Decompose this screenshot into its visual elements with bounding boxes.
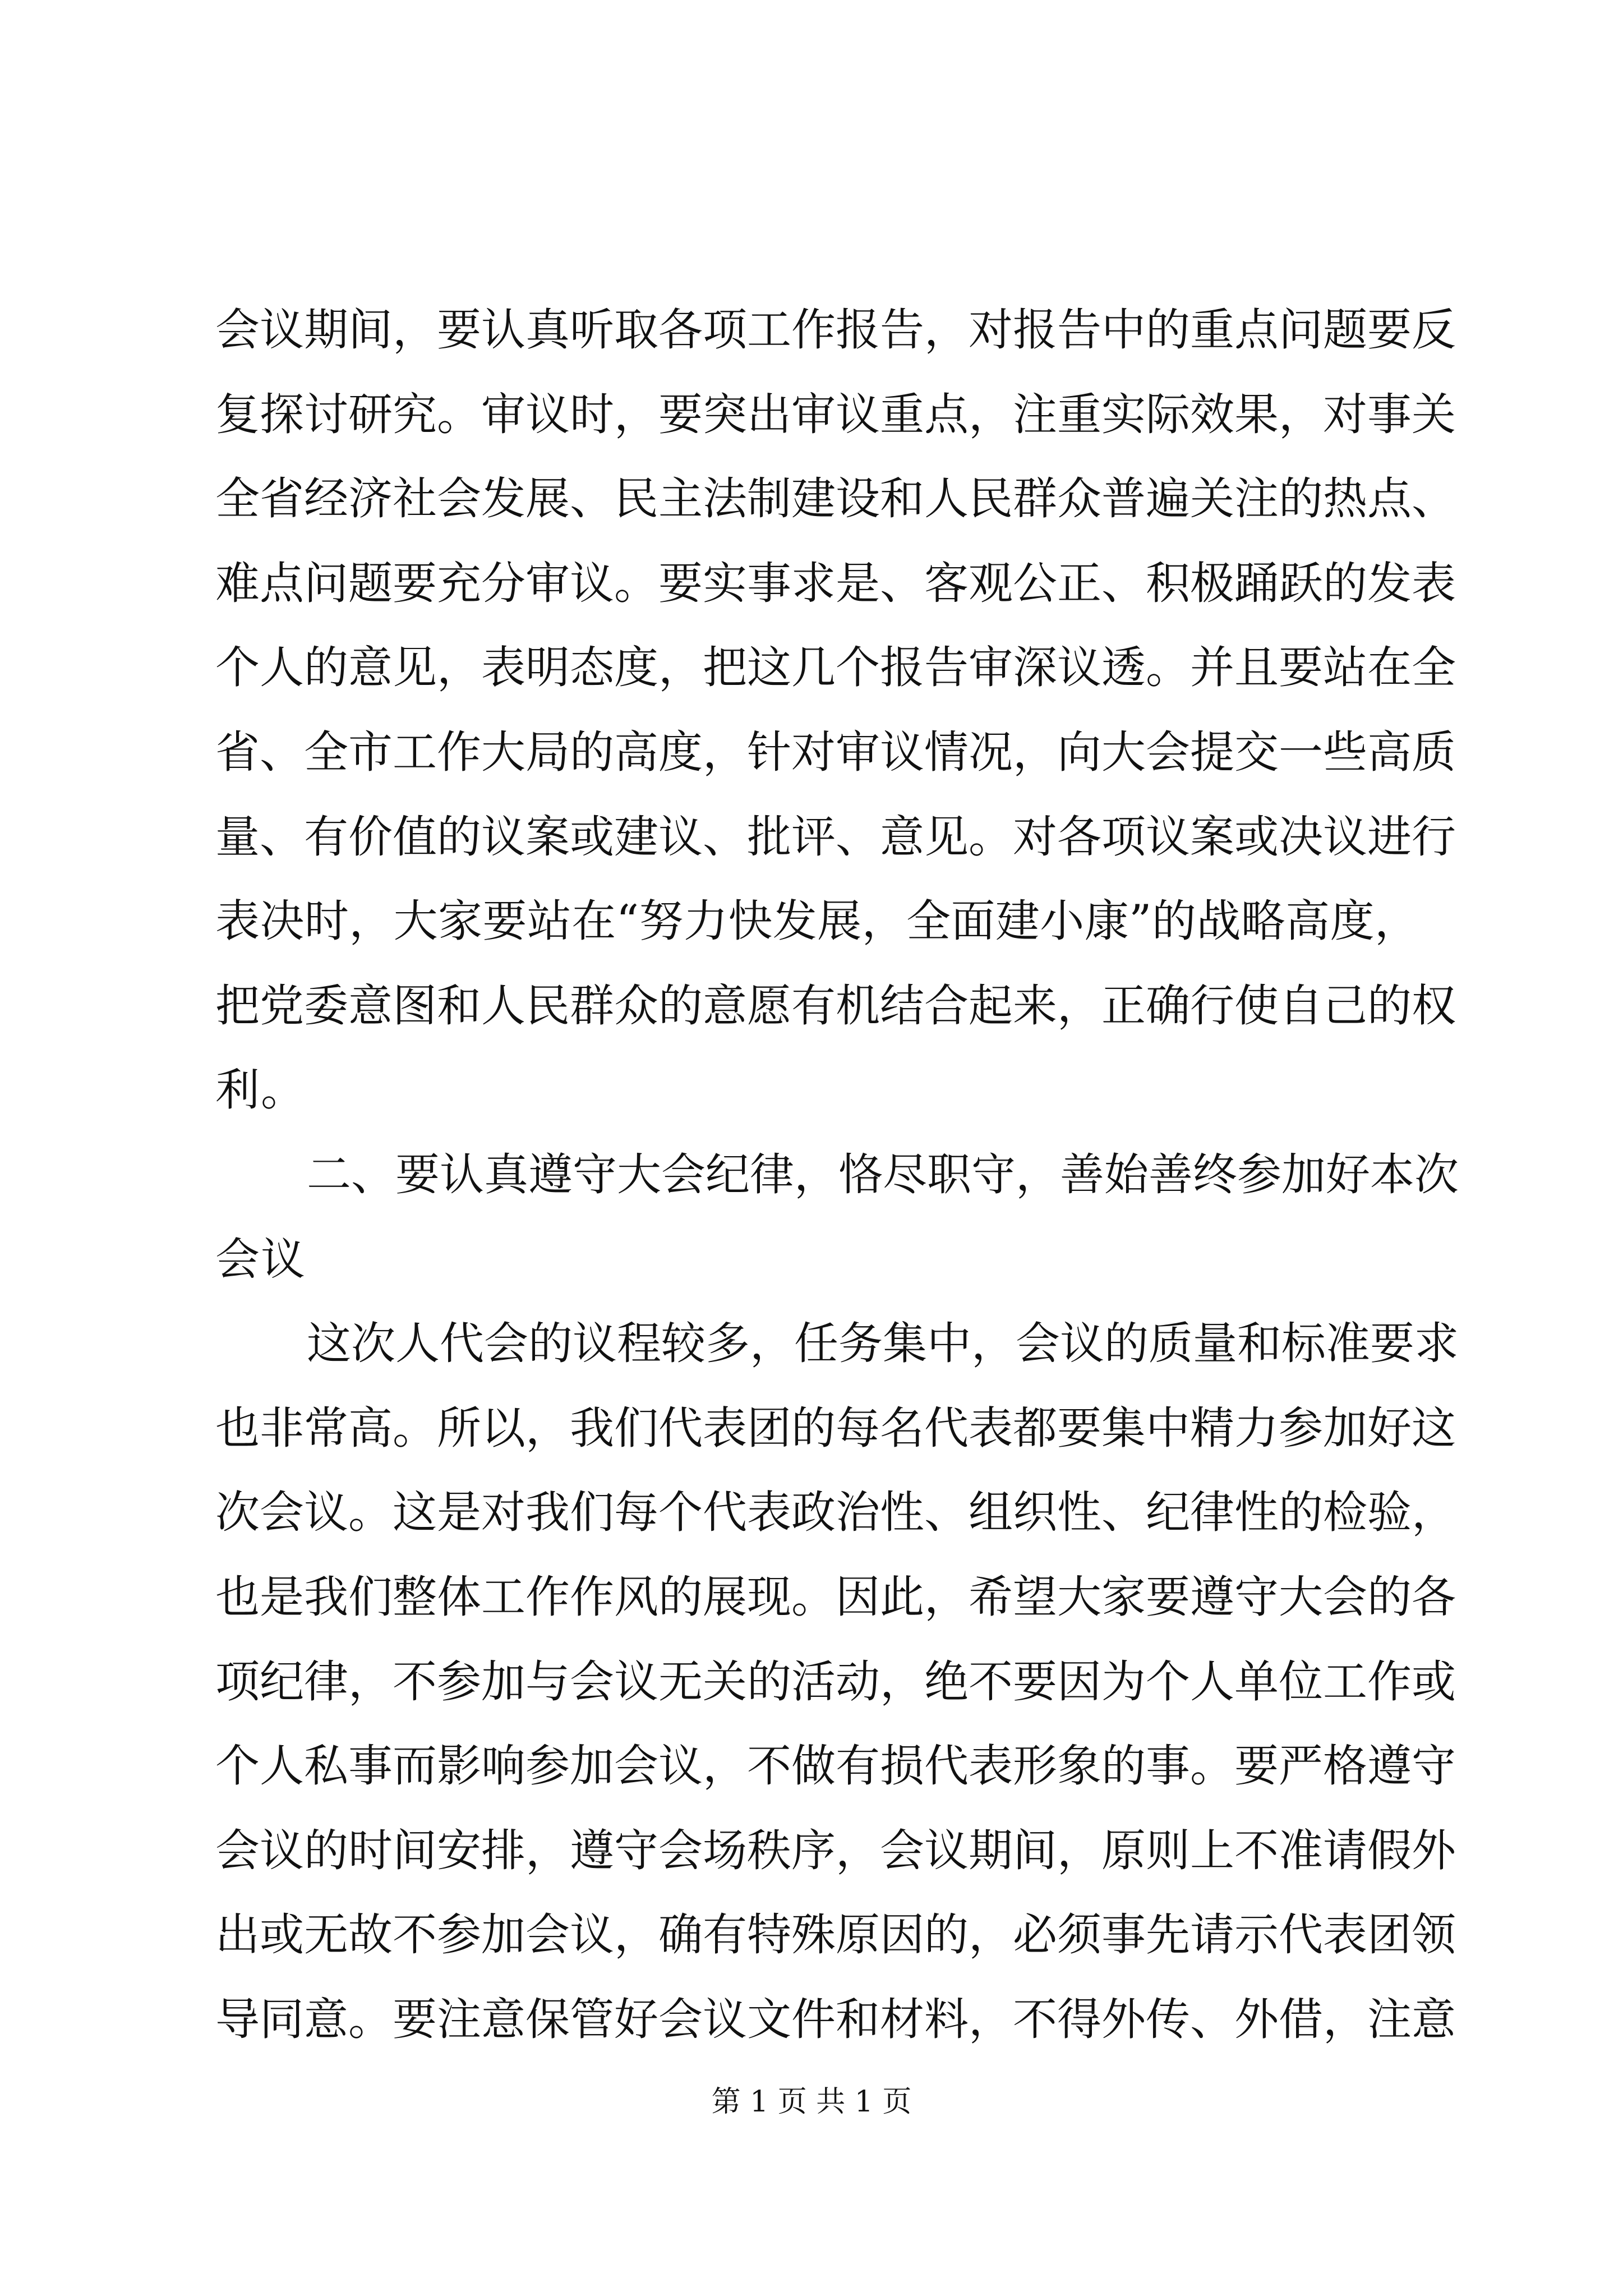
text-line: 利。	[215, 1064, 306, 1116]
text-line: 也非常高。所以，我们代表团的每名代表都要集中精力参加好这	[215, 1402, 1456, 1454]
text-line: 个人的意见，表明态度，把这几个报告审深议透。并且要站在全	[215, 642, 1456, 693]
text-line: 会议期间，要认真听取各项工作报告，对报告中的重点问题要反	[215, 304, 1456, 356]
text-line: 项纪律，不参加与会议无关的活动，绝不要因为个人单位工作或	[215, 1656, 1456, 1708]
text-line: 量、有价值的议案或建议、批评、意见。对各项议案或决议进行	[215, 811, 1456, 863]
text-line: 也是我们整体工作作风的展现。因此，希望大家要遵守大会的各	[215, 1571, 1456, 1623]
text-line: 次会议。这是对我们每个代表政治性、组织性、纪律性的检验，	[215, 1487, 1456, 1538]
text-line: 个人私事而影响参加会议，不做有损代表形象的事。要严格遵守	[215, 1740, 1456, 1792]
text-line: 难点问题要充分审议。要实事求是、客观公正、积极踊跃的发表	[215, 558, 1456, 609]
text-line: 这次人代会的议程较多，任务集中，会议的质量和标准要求	[307, 1318, 1459, 1369]
text-line: 表决时，大家要站在“努力快发展，全面建小康”的战略高度，	[215, 895, 1419, 947]
text-line: 出或无故不参加会议，确有特殊原因的，必须事先请示代表团领	[215, 1909, 1456, 1961]
section-heading-line: 会议	[215, 1234, 306, 1285]
section-heading-line: 二、要认真遵守大会纪律，恪尽职守，善始善终参加好本次	[307, 1149, 1459, 1200]
text-line: 把党委意图和人民群众的意愿有机结合起来，正确行使自己的权	[215, 980, 1456, 1032]
text-line: 复探讨研究。审议时，要突出审议重点，注重实际效果，对事关	[215, 389, 1456, 440]
page-number-footer: 第 1 页 共 1 页	[711, 2085, 912, 2119]
text-line: 会议的时间安排，遵守会场秩序，会议期间，原则上不准请假外	[215, 1825, 1456, 1876]
text-line: 全省经济社会发展、民主法制建设和人民群众普遍关注的热点、	[215, 473, 1456, 524]
text-line: 导同意。要注意保管好会议文件和材料，不得外传、外借，注意	[215, 1994, 1456, 2045]
text-line: 省、全市工作大局的高度，针对审议情况，向大会提交一些高质	[215, 726, 1456, 778]
